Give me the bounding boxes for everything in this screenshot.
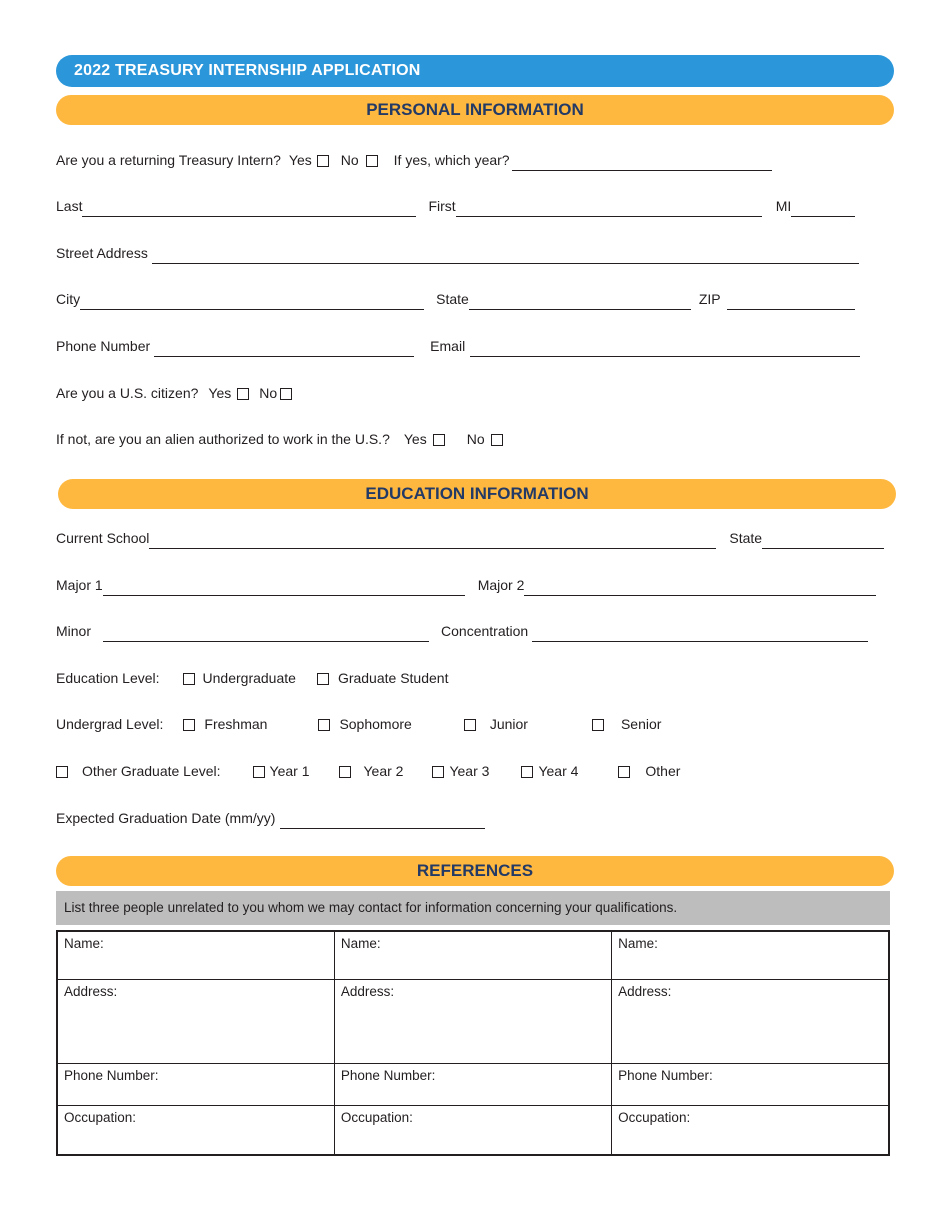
major1-field[interactable] <box>103 579 465 596</box>
phone-number-label: Phone Number <box>56 338 151 354</box>
year2-label: Year 2 <box>363 763 404 779</box>
current-school-field[interactable] <box>149 532 716 549</box>
alien-no-label: No <box>466 431 485 447</box>
middle-initial-label: MI <box>775 198 792 214</box>
reference2-phone-cell[interactable]: Phone Number: <box>334 1063 611 1105</box>
concentration-label: Concentration <box>441 623 529 639</box>
reference2-occupation-cell[interactable]: Occupation: <box>334 1105 611 1155</box>
references-heading: REFERENCES <box>56 856 894 886</box>
school-state-field[interactable] <box>762 532 884 549</box>
junior-label: Junior <box>489 716 528 732</box>
undergraduate-label: Undergraduate <box>202 670 296 686</box>
other-graduate-row <box>56 760 876 782</box>
current-school-label: Current School <box>56 530 150 546</box>
major1-label: Major 1 <box>56 577 103 593</box>
other-graduate-label: Other Graduate Level: <box>82 763 221 779</box>
senior-label: Senior <box>620 716 662 732</box>
zip-label: ZIP <box>698 291 721 307</box>
education-level-row <box>56 667 876 689</box>
street-address-field[interactable] <box>152 247 859 264</box>
reference3-phone-cell[interactable]: Phone Number: <box>612 1063 889 1105</box>
table-row <box>57 979 889 1063</box>
which-year-label: If yes, which year? <box>393 152 510 168</box>
junior-checkbox[interactable] <box>464 719 476 731</box>
phone-email-row <box>56 335 876 357</box>
school-state-label: State <box>729 530 763 546</box>
education-level-label: Education Level: <box>56 670 160 686</box>
citizen-no-label: No <box>259 385 278 401</box>
freshman-checkbox[interactable] <box>183 719 195 731</box>
references-instruction: List three people unrelated to you whom we may contact for information concerning your qualifications. <box>56 891 890 925</box>
undergraduate-checkbox[interactable] <box>183 673 195 685</box>
reference3-address-cell[interactable]: Address: <box>612 979 889 1063</box>
email-field[interactable] <box>470 340 860 357</box>
other-year-checkbox[interactable] <box>618 766 630 778</box>
alien-yes-label: Yes <box>403 431 427 447</box>
returning-no-label: No <box>340 152 359 168</box>
alien-label: If not, are you an alien authorized to work in the U.S.? <box>56 431 390 447</box>
undergrad-level-label: Undergrad Level: <box>56 716 164 732</box>
table-row <box>57 1105 889 1155</box>
school-row <box>56 527 886 549</box>
references-table <box>56 930 890 1156</box>
reference1-occupation-cell[interactable]: Occupation: <box>57 1105 334 1155</box>
first-name-label: First <box>428 198 456 214</box>
alien-row <box>56 428 876 450</box>
application-title: 2022 TREASURY INTERNSHIP APPLICATION <box>56 55 894 87</box>
major2-label: Major 2 <box>477 577 525 593</box>
returning-yes-checkbox[interactable] <box>317 155 329 167</box>
first-name-field[interactable] <box>456 200 762 217</box>
other-year-label: Other <box>645 763 681 779</box>
city-label: City <box>56 291 81 307</box>
table-row <box>57 931 889 979</box>
undergrad-level-row <box>56 713 876 735</box>
city-field[interactable] <box>80 293 424 310</box>
graduate-student-label: Graduate Student <box>337 670 449 686</box>
middle-initial-field[interactable] <box>791 200 855 217</box>
returning-intern-label: Are you a returning Treasury Intern? <box>56 152 281 168</box>
minor-field[interactable] <box>103 625 429 642</box>
table-row <box>57 1063 889 1105</box>
year1-label: Year 1 <box>269 763 310 779</box>
last-name-label: Last <box>56 198 83 214</box>
phone-number-field[interactable] <box>154 340 414 357</box>
sophomore-checkbox[interactable] <box>318 719 330 731</box>
graduation-date-label: Expected Graduation Date (mm/yy) <box>56 810 276 826</box>
concentration-field[interactable] <box>532 625 868 642</box>
citizen-label: Are you a U.S. citizen? <box>56 385 199 401</box>
major2-field[interactable] <box>524 579 876 596</box>
graduate-student-checkbox[interactable] <box>317 673 329 685</box>
citizen-yes-label: Yes <box>208 385 232 401</box>
citizen-row <box>56 382 876 404</box>
year2-checkbox[interactable] <box>339 766 351 778</box>
major-row <box>56 574 886 596</box>
citizen-no-checkbox[interactable] <box>280 388 292 400</box>
education-info-heading: EDUCATION INFORMATION <box>58 479 896 509</box>
state-label: State <box>436 291 469 307</box>
alien-no-checkbox[interactable] <box>491 434 503 446</box>
year4-label: Year 4 <box>538 763 579 779</box>
other-graduate-checkbox[interactable] <box>56 766 68 778</box>
returning-intern-row <box>56 149 876 171</box>
freshman-label: Freshman <box>204 716 268 732</box>
reference3-occupation-cell[interactable]: Occupation: <box>612 1105 889 1155</box>
citizen-yes-checkbox[interactable] <box>237 388 249 400</box>
year3-label: Year 3 <box>449 763 490 779</box>
minor-label: Minor <box>56 623 92 639</box>
returning-no-checkbox[interactable] <box>366 155 378 167</box>
returning-yes-label: Yes <box>288 152 312 168</box>
year3-checkbox[interactable] <box>432 766 444 778</box>
reference1-phone-cell[interactable]: Phone Number: <box>57 1063 334 1105</box>
email-label: Email <box>430 338 466 354</box>
city-row <box>56 288 876 310</box>
reference1-address-cell[interactable]: Address: <box>57 979 334 1063</box>
sophomore-label: Sophomore <box>339 716 412 732</box>
which-year-field[interactable] <box>512 154 772 171</box>
name-row <box>56 195 876 217</box>
reference3-name-cell[interactable]: Name: <box>612 931 889 979</box>
personal-info-heading: PERSONAL INFORMATION <box>56 95 894 125</box>
reference2-address-cell[interactable]: Address: <box>334 979 611 1063</box>
year1-checkbox[interactable] <box>253 766 265 778</box>
graduation-date-field[interactable] <box>280 812 485 829</box>
graduation-date-row <box>56 807 876 829</box>
senior-checkbox[interactable] <box>592 719 604 731</box>
street-address-label: Street Address <box>56 245 148 261</box>
street-row <box>56 242 876 264</box>
reference2-name-cell[interactable]: Name: <box>334 931 611 979</box>
alien-yes-checkbox[interactable] <box>433 434 445 446</box>
zip-field[interactable] <box>727 293 855 310</box>
minor-row <box>56 620 886 642</box>
year4-checkbox[interactable] <box>521 766 533 778</box>
state-field[interactable] <box>469 293 691 310</box>
reference1-name-cell[interactable]: Name: <box>57 931 334 979</box>
last-name-field[interactable] <box>82 200 416 217</box>
